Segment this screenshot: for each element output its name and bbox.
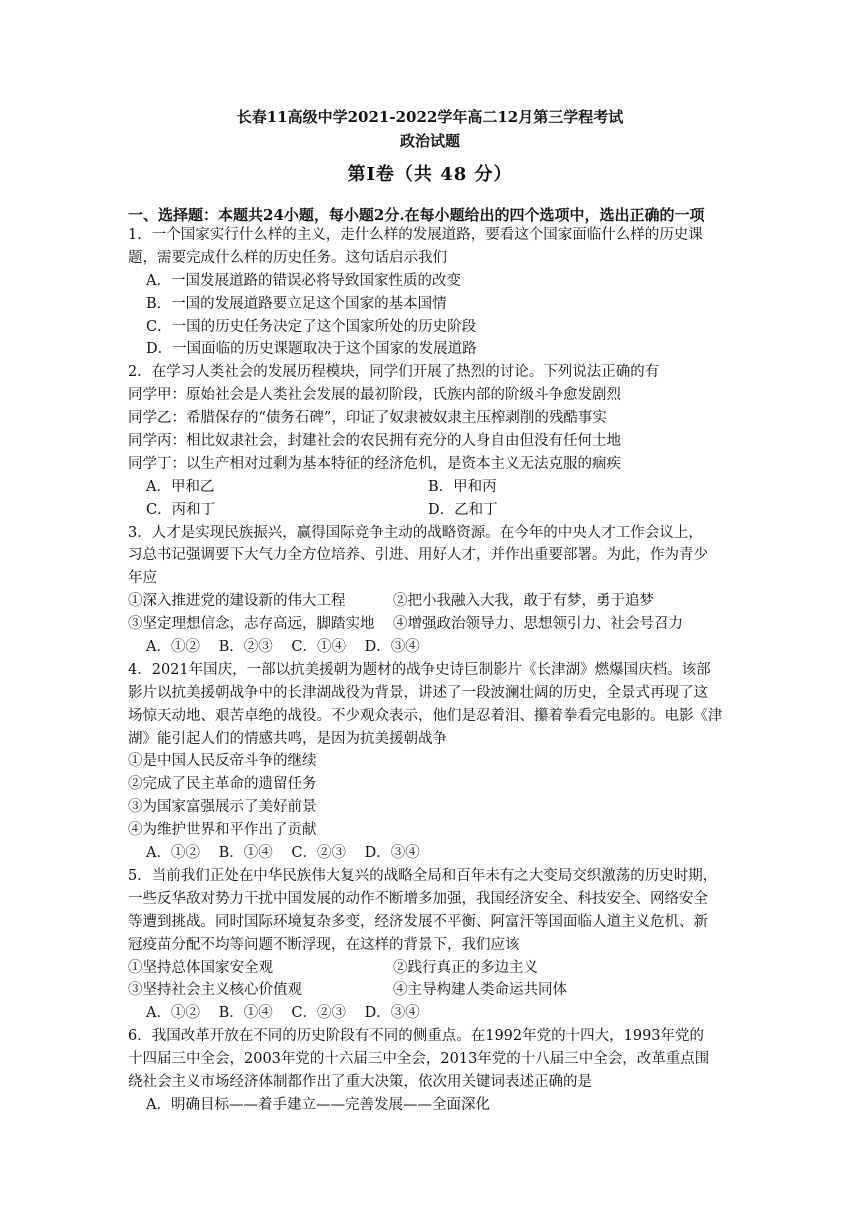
q4-stem-line-4: 湖》能引起人们的情感共鸣，是因为抗美援朝战争 (128, 730, 447, 747)
q5-stem-line-4: 冠疫苗分配不均等问题不断浮现，在这样的背景下，我们应该 (128, 936, 520, 953)
q4-stem-line-3: 场惊天动地、艰苦卓绝的战役。不少观众表示，他们是忍着泪、攥着拳看完电影的。电影《津 (128, 707, 723, 724)
q3-items-row-1 (128, 590, 738, 613)
q5-option-a: A．①② (146, 1005, 200, 1022)
question-list (128, 224, 738, 1117)
q4-stem-line-2: 影片以抗美援朝战争中的长津湖战役为背景，讲述了一段波澜壮阔的历史，全景式再现了这 (128, 684, 708, 701)
q4-item-4: ④为维护世界和平作出了贡献 (128, 822, 317, 839)
section-heading: 一、选择题：本题共24小题，每小题2分.在每小题给出的四个选项中，选出正确的一项 (128, 206, 705, 224)
q4-item-3: ③为国家富强展示了美好前景 (128, 799, 317, 816)
q5-stem-line-1: 5．当前我们正处在中华民族伟大复兴的战略全局和百年未有之大变局交织激荡的历史时期， (128, 867, 718, 884)
q3-item-2: ②把小我融入大我，敢于有梦，勇于追梦 (393, 593, 654, 610)
q2-option-a: A．甲和乙 (146, 478, 215, 495)
q2-stem-line-2: 同学甲：原始社会是人类社会发展的最初阶段，氏族内部的阶级斗争愈发剧烈 (128, 387, 621, 404)
q4-option-c: C．②③ (291, 845, 346, 862)
q5-option-b: B．①④ (218, 1005, 273, 1022)
q5-stem-line-2: 一些反华敌对势力干扰中国发展的动作不断增多加强，我国经济安全、科技安全、网络安全 (128, 890, 708, 907)
q4-option-d: D．③④ (364, 845, 420, 862)
q2-option-d: D．乙和丁 (428, 501, 498, 518)
q5-item-2: ②践行真正的多边主义 (393, 959, 538, 976)
q5-option-c: C．②③ (291, 1005, 346, 1022)
q1-option-a: A．一国发展道路的错误必将导致国家性质的改变 (146, 272, 461, 289)
q3-item-3: ③坚定理想信念，志存高远，脚踏实地 (128, 616, 375, 633)
exam-title: 长春11高级中学2021-2022学年高二12月第三学程考试 (236, 108, 624, 126)
q3-stem-line-1: 3．人才是实现民族振兴，赢得国际竞争主动的战略资源。在今年的中央人才工作会议上， (128, 524, 703, 541)
q4-option-a: A．①② (146, 845, 200, 862)
q4-option-b: B．①④ (218, 845, 273, 862)
q2-stem-line-4: 同学丙：相比奴隶社会，封建社会的农民拥有充分的人身自由但没有任何土地 (128, 433, 621, 450)
q3-options (128, 636, 738, 659)
q3-option-b: B．②③ (218, 639, 273, 656)
q1-option-b: B．一国的发展道路要立足这个国家的基本国情 (146, 295, 447, 312)
q2-stem-line-1: 2．在学习人类社会的发展历程模块，同学们开展了热烈的讨论。下列说法正确的有 (128, 364, 660, 381)
q2-option-b: B．甲和丙 (428, 478, 497, 495)
q6-stem-line-2: 十四届三中全会，2003年党的十六届三中全会，2013年党的十八届三中全会，改革重点围 (128, 1051, 710, 1068)
q3-item-1: ①深入推进党的建设新的伟大工程 (128, 593, 346, 610)
q1-stem-line-1: 1．一个国家实行什么样的主义，走什么样的发展道路，要看这个国家面临什么样的历史课 (128, 227, 703, 243)
q4-item-1: ①是中国人民反帝斗争的继续 (128, 753, 317, 770)
q3-option-c: C．①④ (291, 639, 346, 656)
exam-subject: 政治试题 (399, 132, 460, 150)
q1-option-d: D．一国面临的历史课题取决于这个国家的发展道路 (146, 341, 477, 358)
q3-items-row-2 (128, 613, 738, 636)
q3-stem-line-3: 年应 (128, 570, 157, 587)
part-heading: 第Ⅰ卷（共 48 分） (347, 164, 513, 185)
q1-option-c: C．一国的历史任务决定了这个国家所处的历史阶段 (146, 318, 477, 335)
q2-options-row-1 (128, 476, 738, 499)
q3-stem-line-2: 习总书记强调要下大气力全方位培养、引进、用好人才，并作出重要部署。为此，作为青少 (128, 547, 708, 564)
q5-item-3: ③坚持社会主义核心价值观 (128, 982, 302, 999)
q5-item-4: ④主导构建人类命运共同体 (393, 982, 567, 999)
q2-option-c: C．丙和丁 (146, 501, 216, 518)
q3-item-4: ④增强政治领导力、思想领引力、社会号召力 (393, 616, 683, 633)
q5-items-row-2 (128, 979, 738, 1002)
q5-item-1: ①坚持总体国家安全观 (128, 959, 273, 976)
q4-item-2: ②完成了民主革命的遗留任务 (128, 776, 317, 793)
q6-option-a: A．明确目标——着手建立——完善发展——全面深化 (146, 1096, 490, 1113)
q6-stem-line-1: 6．我国改革开放在不同的历史阶段有不同的侧重点。在1992年党的十四大，1993年党的 (128, 1028, 705, 1045)
q5-options (128, 1002, 738, 1025)
q3-option-d: D．③④ (364, 639, 420, 656)
q4-options (128, 842, 738, 865)
q5-option-d: D．③④ (364, 1005, 420, 1022)
q1-stem-line-2: 题，需要完成什么样的历史任务。这句话启示我们 (128, 249, 447, 266)
q2-stem-line-5: 同学丁：以生产相对过剩为基本特征的经济危机，是资本主义无法克服的痼疾 (128, 455, 621, 472)
q2-options-row-2 (128, 499, 738, 522)
q2-stem-line-3: 同学乙：希腊保存的“债务石碑”，印证了奴隶被奴隶主压榨剥削的残酷事实 (128, 410, 607, 427)
q6-stem-line-3: 绕社会主义市场经济体制都作出了重大决策，依次用关键词表述正确的是 (128, 1073, 592, 1090)
q4-stem-line-1: 4．2021年国庆，一部以抗美援朝为题材的战争史诗巨制影片《长津湖》燃爆国庆档。该部 (128, 661, 711, 678)
q5-items-row-1 (128, 957, 738, 980)
q5-stem-line-3: 等遭到挑战。同时国际环境复杂多变，经济发展不平衡、阿富汗等国面临人道主义危机、新 (128, 913, 708, 930)
q3-option-a: A．①② (146, 639, 200, 656)
